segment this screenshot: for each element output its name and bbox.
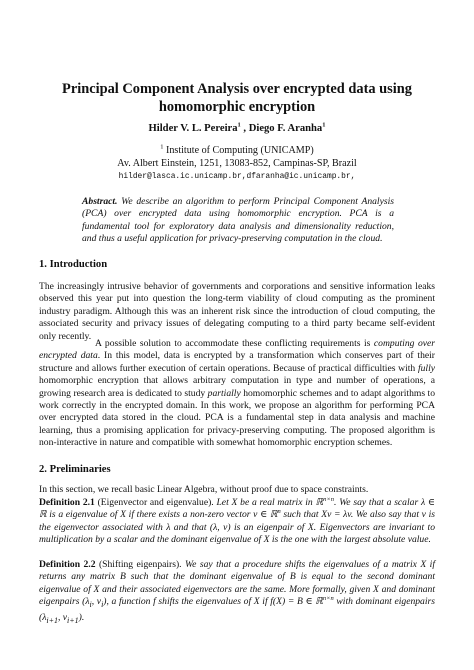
- definition-label: Definition 2.2: [39, 559, 96, 570]
- abstract-text: We describe an algorithm to perform Principal Component Analysis (PCA) over encrypted data using homomorphic encryption. PCA is a fundamental tool for exploratory data analysis and dimensionality reduction, and thus a useful application for privacy-preserving computation in the cloud.: [82, 196, 394, 245]
- paragraph: In this section, we recall basic Linear Algebra, without proof due to space constraints.: [39, 484, 369, 495]
- affiliation-mark: 1: [237, 121, 241, 129]
- author-name: Diego F. Aranha: [248, 123, 323, 134]
- paragraph: A possible solution to accommodate these conflicting requirements is computing over encrypted data. In this model, data is encrypted by a transformation which conserves part of their structure and allows further execution of certain operations. Because of practical difficulties with fully homomorphic encryption that allows arbitrary computation in type and number of operations, a growing research area is dedicated to study partially homomorphic schemes and to adapt algorithms to work correctly in the encrypted domain. In this work, we propose an algorithm for performing PCA over encrypted data stored in the cloud. PCA is a fundamental step in data analysis and machine learning, thus a promising application for privacy-preserving computing. The proposed algorithm is non-interactive in nature and compatible with somewhat homomorphic encryption schemes.: [39, 338, 435, 449]
- abstract-label: Abstract.: [82, 196, 118, 207]
- section-heading: 1. Introduction: [39, 259, 108, 270]
- definition-label: Definition 2.1: [39, 497, 95, 508]
- affiliation-mark: 1: [322, 121, 326, 129]
- author-line: [0, 123, 474, 134]
- affiliation-mark: 1: [160, 143, 164, 151]
- definition: Definition 2.2 (Shifting eigenpairs). We say that a procedure shifts the eigenvalues of a matrix X if returns any matrix B such that the dominant eigenvalue of B is equal to the second dominant eigenvalue of X and their associated eigenvectors are the same. More formally, given X and dominant eigenpairs ($\lambda_i$, $v_i$), a function f shifts the eigenvalues of X if f(X) = B ∈ ℝ$^{n\times n}$ with dominant eigenpairs ($\lambda_{i+1}$, $v_{i+1}$).: [39, 559, 435, 625]
- paper-title: Principal Component Analysis over encrypted data using homomorphic encryption: [62, 81, 412, 115]
- section-heading: 2. Preliminaries: [39, 464, 111, 475]
- definition: Definition 2.1 (Eigenvector and eigenvalue). Let X be a real matrix in ℝ$^{n\times n}$. We say that a scalar λ ∈ ℝ is a eigenvalue of X if there exists a non-zero vector v ∈ ℝ$^n$ such that Xv = λv. We also say that v is the eigenvector associated with λ and that (λ, v) is an eigenpair of X. Eigenvectors are invariant to multiplication by a scalar and the dominant eigenvalue of X is the one with the largest absolute value.: [39, 495, 435, 546]
- author-name: Hilder V. L. Pereira: [148, 123, 238, 134]
- affiliation-address: Av. Albert Einstein, 1251, 13083-852, Campinas-SP, Brazil: [117, 158, 357, 169]
- abstract: [82, 196, 394, 246]
- affiliation-institute: $^1$ Institute of Computing (UNICAMP): [160, 143, 314, 156]
- author-emails: hilder@lasca.ic.unicamp.br,dfaranha@ic.unicamp.br,: [118, 172, 356, 181]
- author-separator: ,: [240, 123, 249, 134]
- paragraph: The increasingly intrusive behavior of governments and corporations and sensitive information leaks observed this year put into question the long-term viability of cloud computing as the prominent industry paradigm. Although this was an inherent risk since the introduction of cloud computing, the associated security and privacy issues of delegating computing to a third party became self-evident only recently.: [39, 281, 435, 342]
